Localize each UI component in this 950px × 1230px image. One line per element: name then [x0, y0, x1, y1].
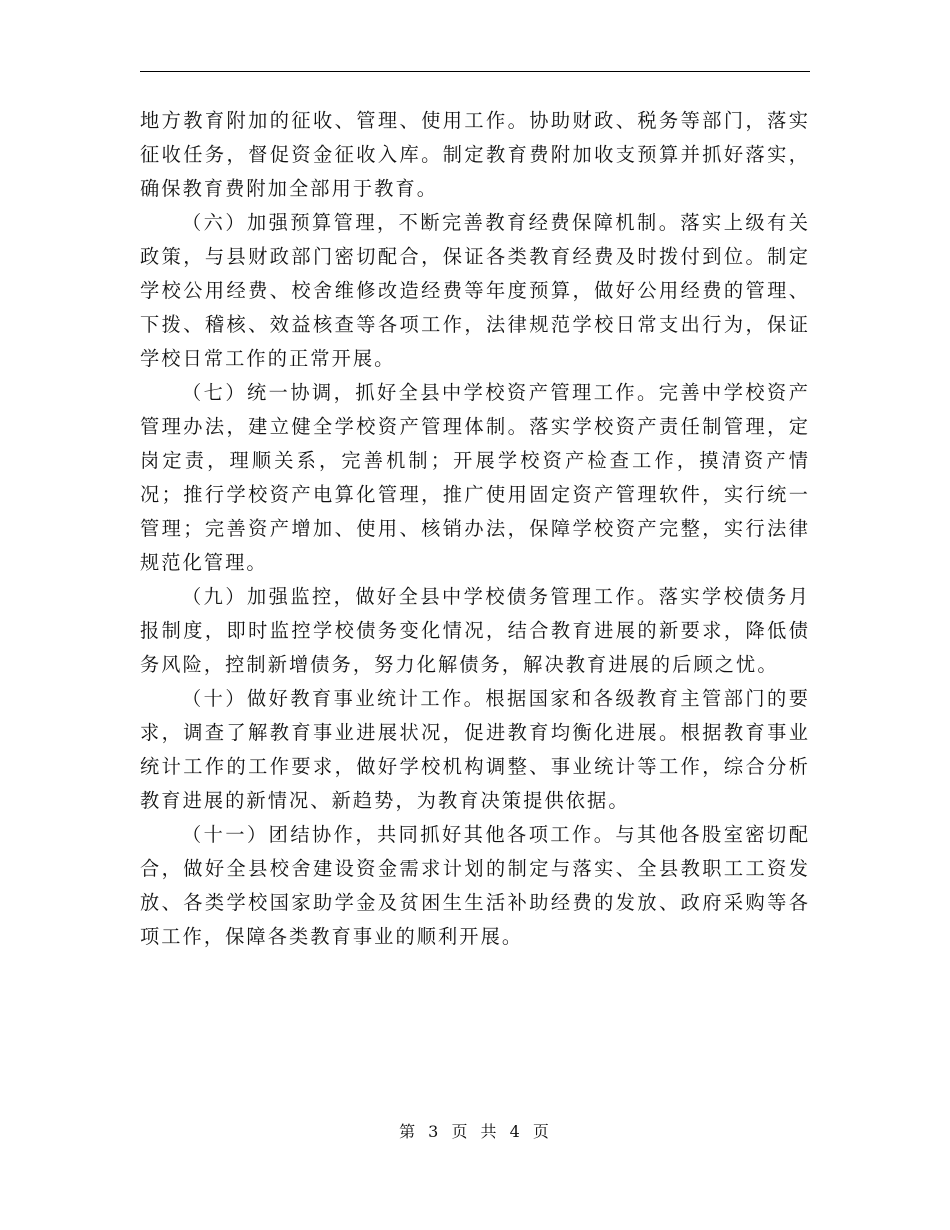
paragraph-section-7: （七）统一协调，抓好全县中学校资产管理工作。完善中学校资产管理办法，建立健全学校资产管理体制。落实学校资产责任制管理，定岗定责，理顺关系，完善机制；开展学校资产检查工作，摸清资产情况；推行学校资产电算化管理，推广使用固定资产管理软件，实行统一管理；完善资产增加、使用、核销办法，保障学校资产完整，实行法律规范化管理。	[140, 381, 810, 574]
paragraph-section-6: （六）加强预算管理，不断完善教育经费保障机制。落实上级有关政策，与县财政部门密切配合，保证各类教育经费及时拨付到位。制定学校公用经费、校舍维修改造经费等年度预算，做好公用经费的管理、下拨、稽核、效益核查等各项工作，法律规范学校日常支出行为，保证学校日常工作的正常开展。	[140, 211, 810, 370]
paragraph-section-10: （十）做好教育事业统计工作。根据国家和各级教育主管部门的要求，调查了解教育事业进展状况，促进教育均衡化进展。根据教育事业统计工作的工作要求，做好学校机构调整、事业统计等工作，综合分析教育进展的新情况、新趋势，为教育决策提供依据。	[140, 687, 810, 812]
header-rule	[140, 71, 810, 72]
document-body	[140, 104, 810, 954]
paragraph-continuation: 地方教育附加的征收、管理、使用工作。协助财政、税务等部门，落实征收任务，督促资金征收入库。制定教育费附加收支预算并抓好落实，确保教育费附加全部用于教育。	[140, 109, 810, 200]
page-number-footer: 第 3 页 共 4 页	[399, 1122, 551, 1141]
paragraph-section-11: （十一）团结协作，共同抓好其他各项工作。与其他各股室密切配合，做好全县校舍建设资金需求计划的制定与落实、全县教职工工资发放、各类学校国家助学金及贫困生生活补助经费的发放、政府采购等各项工作，保障各类教育事业的顺利开展。	[140, 823, 810, 948]
paragraph-section-9: （九）加强监控，做好全县中学校债务管理工作。落实学校债务月报制度，即时监控学校债务变化情况，结合教育进展的新要求，降低债务风险，控制新增债务，努力化解债务，解决教育进展的后顾之忧。	[140, 585, 810, 676]
